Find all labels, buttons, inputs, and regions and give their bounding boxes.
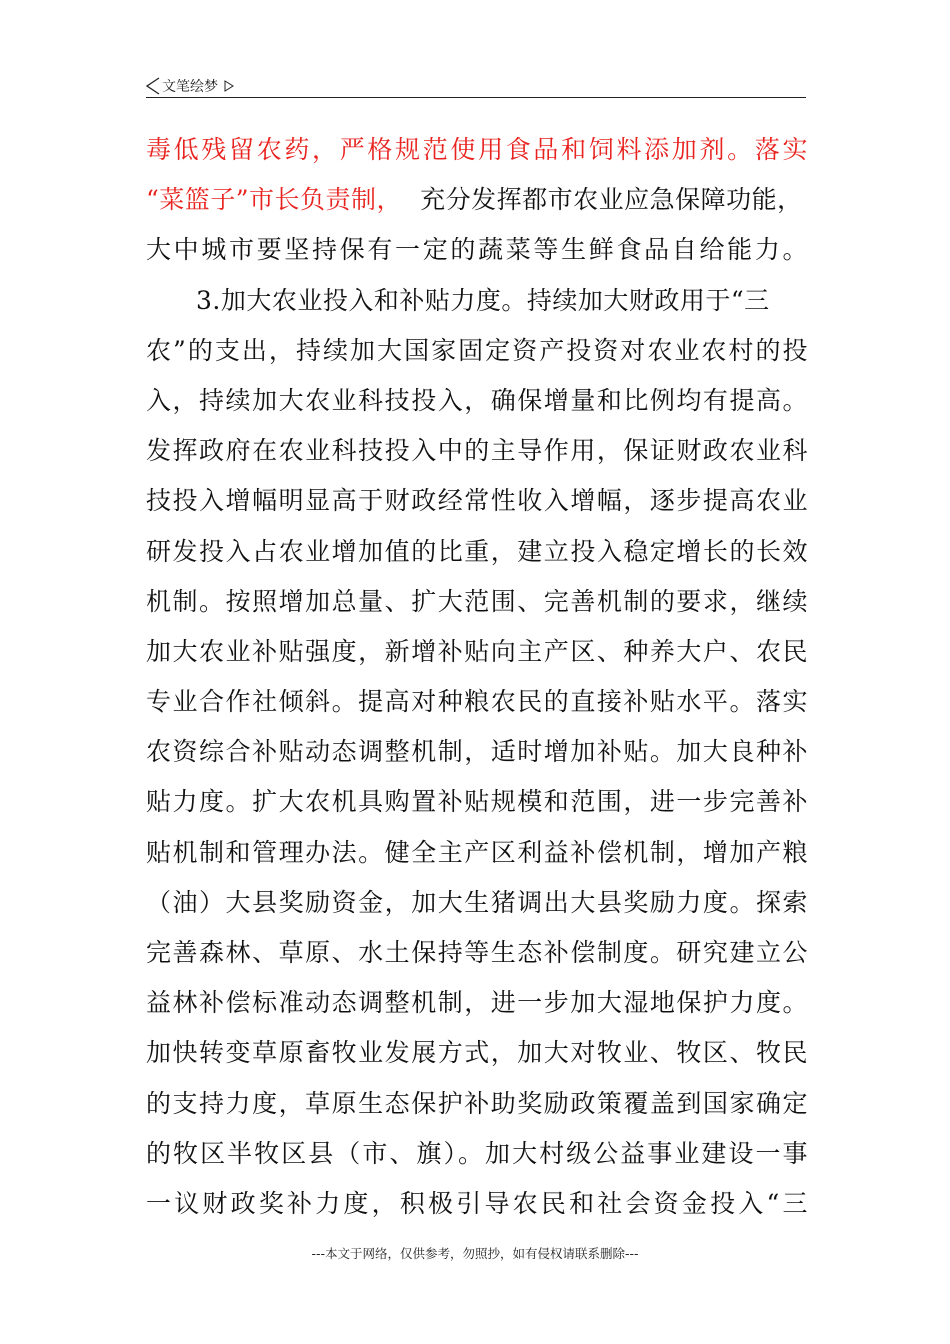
header-brand: 文笔绘梦 [162, 79, 218, 95]
line-text: 的支持力度，草原生态保护补助奖励政策覆盖到国家确定 [146, 1088, 810, 1118]
text-line [146, 978, 808, 1028]
line-text: 加大农业补贴强度，新增补贴向主产区、种养大户、农民 [146, 636, 810, 666]
line-text: 贴机制和管理办法。健全主产区利益补偿机制，增加产粮 [146, 837, 810, 867]
line-text: 农”的支出，持续加大国家固定资产投资对农业农村的投 [146, 335, 810, 365]
line-text: 完善森林、草原、水土保持等生态补偿制度。研究建立公 [146, 938, 810, 967]
text-line [146, 1179, 811, 1229]
text-line [146, 326, 808, 376]
footer-notice: ---本文于网络，仅供参考，勿照抄，如有侵权请联系删除--- [311, 1246, 639, 1261]
line-text: 3.加大农业投入和补贴力度。持续加大财政用于“三 [196, 285, 770, 315]
line-text: 大中城市要坚持保有一定的蔬菜等生鲜食品自给能力。 [146, 235, 811, 265]
line-text: 充分发挥都市农业应急保障功能， [420, 185, 803, 215]
line-text: 加快转变草原畜牧业发展方式，加大对牧业、牧区、牧民 [146, 1038, 810, 1068]
line-text: 的牧区半牧区县（市、旗）。加大村级公益事业建设一事 [146, 1138, 810, 1168]
highlighted-text: “菜篮子”市长负责制， [146, 185, 403, 215]
line-text: （油）大县奖励资金，加大生猪调出大县奖励力度。探索 [146, 887, 810, 917]
line-text: 一议财政奖补力度，积极引导农民和社会资金投入“三 [146, 1188, 811, 1218]
line-text: 益林补偿标准动态调整机制，进一步加大湿地保护力度。 [146, 988, 810, 1018]
line-text: 农资综合补贴动态调整机制，适时增加补贴。加大良种补 [146, 737, 810, 767]
line-text: 机制。按照增加总量、扩大范围、完善机制的要求，继续 [146, 586, 810, 616]
text-line [146, 125, 811, 175]
line-text: 发挥政府在农业科技投入中的主导作用，保证财政农业科 [146, 436, 810, 466]
text-line [146, 928, 808, 978]
text-line [146, 527, 808, 577]
text-line [146, 376, 808, 426]
text-line [146, 777, 808, 827]
text-line [146, 727, 808, 777]
text-line [146, 577, 808, 627]
text-line [146, 627, 808, 677]
text-line [146, 1129, 808, 1179]
text-line [146, 878, 808, 928]
line-text: 入，持续加大农业科技投入，确保增量和比例均有提高。 [146, 385, 810, 415]
page-header [146, 74, 234, 98]
text-line [146, 175, 808, 225]
text-line [146, 1079, 808, 1129]
triangle-right-icon [224, 80, 234, 92]
text-line [146, 276, 808, 326]
document-body [146, 125, 811, 1229]
text-line [146, 225, 811, 275]
triangle-left-icon [146, 77, 160, 95]
text-line [146, 476, 808, 526]
line-text: 专业合作社倾斜。提高对种粮农民的直接补贴水平。落实 [146, 687, 810, 717]
line-text: 毒低残留农药，严格规范使用食品和饲料添加剂。落实 [146, 135, 811, 164]
text-line [146, 828, 808, 878]
header-divider [146, 97, 806, 98]
text-line [146, 677, 808, 727]
line-text: 贴力度。扩大农机具购置补贴规模和范围，进一步完善补 [146, 787, 810, 817]
text-line [146, 426, 808, 476]
line-text: 研发投入占农业增加值的比重，建立投入稳定增长的长效 [146, 536, 810, 566]
text-line [146, 1028, 808, 1078]
line-text: 技投入增幅明显高于财政经常性收入增幅，逐步提高农业 [146, 486, 810, 516]
